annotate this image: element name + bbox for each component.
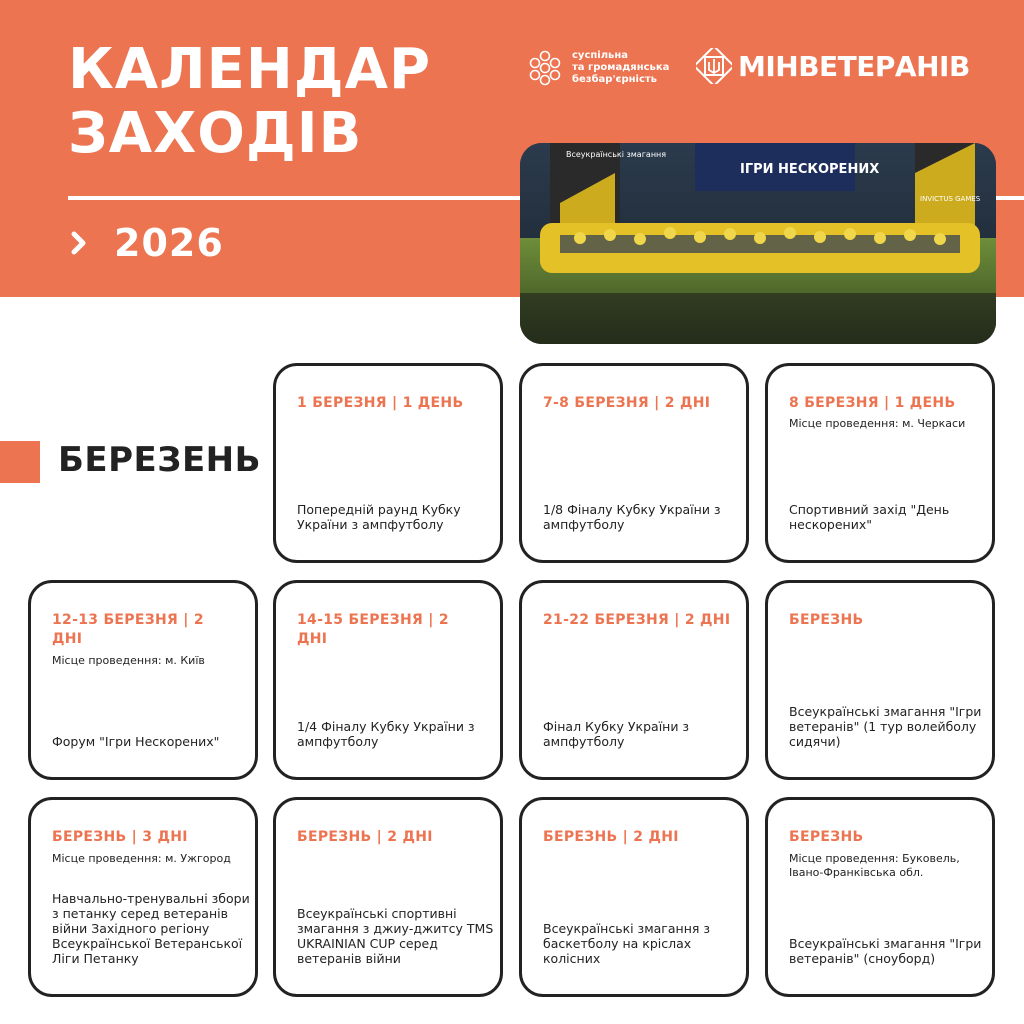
partner-logo-minveteraniv — [696, 48, 970, 84]
event-card — [519, 797, 749, 997]
partner-logo-barrier-free — [528, 50, 669, 86]
photo-banner-text-2: ІГРИ НЕСКОРЕНИХ — [740, 162, 880, 177]
page-title — [68, 38, 431, 166]
event-date: БЕРЕЗНЬ | 3 ДНІ — [52, 829, 188, 845]
event-description: Всеукраїнські змагання "Ігри ветеранів" (сноуборд) — [789, 936, 982, 966]
event-card — [273, 363, 503, 563]
event-card — [273, 580, 503, 780]
event-date: 21-22 БЕРЕЗНЯ | 2 ДНІ — [543, 612, 731, 628]
dots-cluster-logo-icon — [528, 50, 562, 86]
event-location: Місце проведення: Буковель, Івано-Франківська обл. — [789, 852, 960, 879]
title-line-1: КАЛЕНДАР — [68, 37, 432, 102]
event-card — [765, 363, 995, 563]
event-date: 8 БЕРЕЗНЯ | 1 ДЕНЬ — [789, 395, 956, 411]
event-date: 7-8 БЕРЕЗНЯ | 2 ДНІ — [543, 395, 711, 411]
event-card — [28, 797, 258, 997]
partner1-line2: та громадянська — [572, 62, 670, 73]
event-description: Попередній раунд Кубку України з ампфутболу — [297, 502, 461, 532]
event-description: 1/4 Фіналу Кубку України з ампфутболу — [297, 719, 475, 749]
event-description: 1/8 Фіналу Кубку України з ампфутболу — [543, 502, 721, 532]
event-description: Всеукраїнські спортивні змагання з джиу-джитсу TMS UKRAINIAN CUP серед ветеранів війни — [297, 906, 494, 966]
event-card — [519, 580, 749, 780]
event-location: Місце проведення: м. Ужгород — [52, 852, 231, 865]
event-description: Фінал Кубку України з ампфутболу — [543, 719, 690, 749]
event-description: Форум "Ігри Нескорених" — [52, 734, 220, 749]
partner2-name: МІНВЕТЕРАНІВ — [738, 49, 970, 83]
month-accent-bar — [0, 441, 40, 483]
partner1-line3: безбар'єрність — [572, 74, 657, 85]
event-date: БЕРЕЗНЬ | 2 ДНІ — [543, 829, 679, 845]
year-row — [68, 218, 224, 268]
title-line-2: ЗАХОДІВ — [68, 101, 363, 166]
year-label: 2026 — [114, 221, 224, 265]
photo-banner-text-3: INVICTUS GAMES — [920, 195, 981, 203]
event-date: БЕРЕЗНЬ | 2 ДНІ — [297, 829, 433, 845]
event-location: Місце проведення: м. Черкаси — [789, 417, 966, 430]
event-card — [519, 363, 749, 563]
event-card — [28, 580, 258, 780]
event-description: Всеукраїнські змагання "Ігри ветеранів" (1 тур волейболу сидячи) — [789, 704, 982, 749]
event-card — [273, 797, 503, 997]
event-date: 14-15 БЕРЕЗНЯ | 2 ДНІ — [297, 612, 449, 647]
photo-banner-text-1: Всеукраїнські змагання — [566, 150, 667, 159]
partner1-line1: суспільна — [572, 50, 629, 61]
event-date: БЕРЕЗНЬ — [789, 829, 864, 845]
month-heading: БЕРЕЗЕНЬ — [58, 440, 262, 480]
emblem-logo-icon — [696, 48, 732, 84]
event-date: 1 БЕРЕЗНЯ | 1 ДЕНЬ — [297, 395, 464, 411]
event-date: БЕРЕЗНЬ — [789, 612, 864, 628]
event-description: Спортивний захід "День нескорених" — [789, 502, 950, 532]
event-description: Всеукраїнські змагання з баскетболу на кріслах колісних — [543, 921, 711, 966]
event-card — [765, 797, 995, 997]
event-description: Навчально-тренувальні збори з петанку серед ветеранів війни Західного регіону Всеукраїнської Ветеранської Ліги Петанку — [52, 891, 250, 966]
event-location: Місце проведення: м. Київ — [52, 654, 205, 667]
event-photo — [520, 143, 996, 344]
chevron-right-icon — [68, 231, 92, 255]
event-card — [765, 580, 995, 780]
event-date: 12-13 БЕРЕЗНЯ | 2 ДНІ — [52, 612, 204, 647]
